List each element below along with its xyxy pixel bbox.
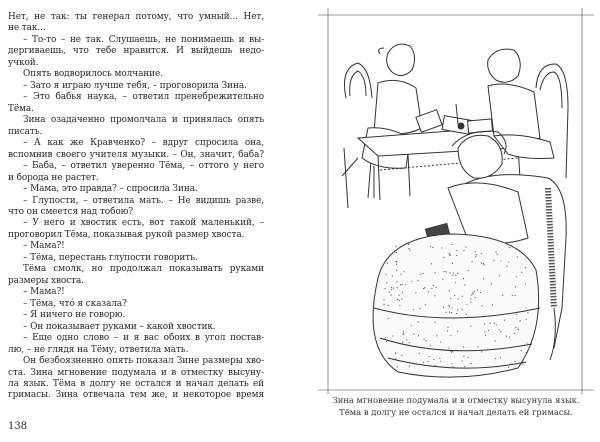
dress-dot bbox=[488, 330, 489, 331]
text-line: Тёма смолк, но продолжал показывать руками bbox=[23, 264, 264, 275]
dress-dot bbox=[397, 287, 398, 288]
dress-dot bbox=[419, 353, 420, 354]
dress-dot bbox=[521, 350, 522, 351]
dress-dot bbox=[391, 287, 392, 288]
dress-dot bbox=[454, 295, 455, 296]
dress-dot bbox=[496, 324, 497, 325]
dress-dot bbox=[463, 356, 464, 357]
dress-dot bbox=[424, 316, 425, 317]
dress-dot bbox=[447, 327, 448, 328]
dress-dot bbox=[387, 263, 388, 264]
dress-dot bbox=[474, 291, 475, 292]
dress-dot bbox=[506, 336, 507, 337]
page-number: 138 bbox=[8, 421, 28, 432]
dress-dot bbox=[402, 342, 403, 343]
text-line: Зина озадаченно промолчала и принялась опять bbox=[23, 115, 264, 126]
dress-dot bbox=[443, 257, 444, 258]
dress-dot bbox=[449, 306, 450, 307]
dress-dot bbox=[440, 341, 441, 342]
dress-dot bbox=[441, 247, 442, 248]
dress-dot bbox=[464, 284, 465, 285]
dress-dot bbox=[509, 247, 510, 248]
dress-dot bbox=[411, 281, 412, 282]
dress-dot bbox=[463, 250, 464, 251]
dress-dot bbox=[484, 324, 485, 325]
dress-dot bbox=[452, 263, 453, 264]
text-line: – Я ничего не говорю. bbox=[23, 310, 126, 321]
dress-dot bbox=[399, 305, 400, 306]
text-line: не так... bbox=[8, 23, 46, 34]
dress-dot bbox=[400, 274, 401, 275]
dress-dot bbox=[457, 273, 458, 274]
dress-dot bbox=[389, 292, 390, 293]
text-line: Нет, не так: ты генерал потому, что умный... Нет, bbox=[8, 12, 264, 22]
dress-dot bbox=[425, 304, 426, 305]
dress-dot bbox=[520, 320, 521, 321]
dress-dot bbox=[491, 283, 492, 284]
dress-dot bbox=[514, 333, 515, 334]
dress-dot bbox=[422, 273, 423, 274]
dress-dot bbox=[396, 264, 397, 265]
dress-dot bbox=[526, 342, 527, 343]
dress-dot bbox=[440, 361, 441, 362]
dress-dot bbox=[468, 357, 469, 358]
dress-dot bbox=[480, 292, 481, 293]
dress-dot bbox=[490, 323, 491, 324]
dress-dot bbox=[417, 346, 418, 347]
dress-dot bbox=[396, 252, 397, 253]
dress-dot bbox=[443, 307, 444, 308]
text-line: Он безбоязненно опять показал Зине размеры хво- bbox=[23, 356, 264, 367]
dress-dot bbox=[509, 337, 510, 338]
dress-dot bbox=[411, 325, 412, 326]
dress-dot bbox=[476, 254, 477, 255]
dress-dot bbox=[450, 255, 451, 256]
text-line: лю, – не глядя на Тёму, ответила мать. bbox=[8, 344, 189, 355]
dress-dot bbox=[434, 295, 435, 296]
girl-figure bbox=[342, 44, 422, 198]
dress-dot bbox=[449, 254, 450, 255]
text-line: – Баба, – ответил уверенно Тёма, – оттого у него bbox=[23, 161, 264, 172]
dress-dot bbox=[385, 274, 386, 275]
dress-dot bbox=[470, 363, 471, 364]
dress-dot bbox=[451, 244, 452, 245]
text-line: проговорил Тёма, показывая рукой размер хвоста. bbox=[8, 229, 245, 240]
dress-dot bbox=[455, 274, 456, 275]
dress-dot bbox=[423, 288, 424, 289]
text-line: гримасы. Зина отвечала тем же, и некоторое время bbox=[8, 390, 264, 401]
dress-dot bbox=[393, 288, 394, 289]
text-line: – У него и хвостик есть, вот такой маленький, – bbox=[23, 218, 264, 229]
dress-dot bbox=[396, 246, 397, 247]
dress-dot bbox=[409, 366, 410, 367]
dress-dot bbox=[495, 358, 496, 359]
illustration-caption bbox=[320, 395, 592, 418]
dress-dot bbox=[386, 282, 387, 283]
dress-dot bbox=[526, 352, 527, 353]
dress-dot bbox=[435, 365, 436, 366]
dress-dot bbox=[481, 253, 482, 254]
dress-dot bbox=[424, 287, 425, 288]
dress-dot bbox=[388, 318, 389, 319]
dress-dot bbox=[428, 361, 429, 362]
dress-dot bbox=[442, 279, 443, 280]
dress-dot bbox=[512, 295, 513, 296]
dress-dot bbox=[516, 276, 517, 277]
dress-dot bbox=[457, 309, 458, 310]
dress-dot bbox=[453, 273, 454, 274]
dress-dot bbox=[451, 312, 452, 313]
dress-dot bbox=[384, 288, 385, 289]
dress-dot bbox=[481, 263, 482, 264]
dress-dot bbox=[502, 294, 503, 295]
caption-line: Зина мгновение подумала и в отместку высунула язык. bbox=[332, 395, 580, 405]
dress-dot bbox=[525, 267, 526, 268]
dress-dot bbox=[425, 340, 426, 341]
dress-dot bbox=[399, 300, 400, 301]
dress-dot bbox=[423, 362, 424, 363]
dress-dot bbox=[453, 366, 454, 367]
dress-dot bbox=[484, 331, 485, 332]
text-line: Тёма. bbox=[8, 103, 34, 114]
dress-dot bbox=[432, 247, 433, 248]
dress-dot bbox=[383, 299, 384, 300]
text-line: – То-то – не так. Слушаешь, не понимаешь и вы- bbox=[23, 34, 264, 45]
dress-dot bbox=[402, 292, 403, 293]
dress-dot bbox=[477, 346, 478, 347]
dress-dot bbox=[400, 284, 401, 285]
text-line: Опять водворилось молчание. bbox=[23, 69, 163, 80]
dress-dot bbox=[415, 292, 416, 293]
dress-dot bbox=[508, 261, 509, 262]
dress-dot bbox=[408, 244, 409, 245]
dress-dot bbox=[409, 250, 410, 251]
dress-dot bbox=[495, 252, 496, 253]
dress-dot bbox=[470, 325, 471, 326]
dress-dot bbox=[417, 280, 418, 281]
dress-dot bbox=[515, 286, 516, 287]
dress-dot bbox=[468, 270, 469, 271]
dress-dot bbox=[504, 320, 505, 321]
dress-dot bbox=[448, 290, 449, 291]
dress-dot bbox=[457, 250, 458, 251]
dress-dot bbox=[431, 263, 432, 264]
dress-dot bbox=[500, 357, 501, 358]
dress-dot bbox=[510, 363, 511, 364]
dress-dot bbox=[403, 333, 404, 334]
dress-dot bbox=[472, 292, 473, 293]
dress-dot bbox=[401, 355, 402, 356]
dress-dot bbox=[448, 305, 449, 306]
dress-dot bbox=[408, 248, 409, 249]
dress-dot bbox=[403, 331, 404, 332]
dress-dot bbox=[443, 271, 444, 272]
dress-dot bbox=[461, 309, 462, 310]
dress-dot bbox=[423, 338, 424, 339]
dress-dot bbox=[527, 312, 528, 313]
dress-dot bbox=[413, 334, 414, 335]
dress-dot bbox=[466, 314, 467, 315]
dress-dot bbox=[457, 331, 458, 332]
dress-dot bbox=[383, 304, 384, 305]
dress-dot bbox=[517, 256, 518, 257]
text-line: писать. bbox=[8, 126, 43, 137]
dress-dot bbox=[499, 329, 500, 330]
dress-dot bbox=[456, 313, 457, 314]
dress-dot bbox=[481, 351, 482, 352]
dress-dot bbox=[474, 297, 475, 298]
text-line: учкой. bbox=[8, 57, 39, 68]
dress-dot bbox=[516, 314, 517, 315]
dress-dot bbox=[470, 302, 471, 303]
dress-dot bbox=[463, 278, 464, 279]
dress-dot bbox=[439, 358, 440, 359]
dress-dot bbox=[525, 284, 526, 285]
dress-dot bbox=[417, 321, 418, 322]
dress-dot bbox=[515, 361, 516, 362]
dress-dot bbox=[475, 256, 476, 257]
dress-dot bbox=[517, 329, 518, 330]
dress-dot bbox=[508, 367, 509, 368]
dress-dot bbox=[494, 323, 495, 324]
dress-dot bbox=[406, 339, 407, 340]
dress-dot bbox=[418, 335, 419, 336]
dress-dot bbox=[433, 285, 434, 286]
dress-dot bbox=[462, 360, 463, 361]
dress-dot bbox=[483, 278, 484, 279]
dress-dot bbox=[428, 291, 429, 292]
dress-dot bbox=[485, 335, 486, 336]
dress-dot bbox=[451, 363, 452, 364]
dress-dot bbox=[518, 327, 519, 328]
dress-dot bbox=[470, 298, 471, 299]
dress-dot bbox=[431, 288, 432, 289]
dress-dot bbox=[500, 260, 501, 261]
dress-dot bbox=[525, 307, 526, 308]
dress-dot bbox=[434, 272, 435, 273]
text-line: – Тёма, чтó я сказала? bbox=[23, 298, 127, 309]
dress-dot bbox=[436, 335, 437, 336]
dress-dot bbox=[391, 289, 392, 290]
dress-dot bbox=[385, 337, 386, 338]
dress-dot bbox=[395, 353, 396, 354]
dress-dot bbox=[451, 307, 452, 308]
dress-dot bbox=[492, 304, 493, 305]
dress-dot bbox=[466, 304, 467, 305]
text-line: – Еще одно слово – и я вас обоих в угол постав- bbox=[23, 333, 264, 344]
dress-dot bbox=[401, 284, 402, 285]
dress-dot bbox=[522, 364, 523, 365]
dress-dot bbox=[450, 298, 451, 299]
text-line: – Это бабья наука, – ответил пренебрежительно bbox=[23, 92, 264, 103]
dress-dot bbox=[481, 305, 482, 306]
dress-dot bbox=[405, 284, 406, 285]
dress-dot bbox=[464, 366, 465, 367]
dress-dot bbox=[419, 308, 420, 309]
dress-dot bbox=[477, 289, 478, 290]
dress-dot bbox=[392, 335, 393, 336]
text-line: вспомнив своего учителя музыки. – Он, значит, баба? bbox=[8, 149, 264, 160]
dress-dot bbox=[398, 295, 399, 296]
dress-dot bbox=[483, 263, 484, 264]
dress-dot bbox=[448, 347, 449, 348]
dress-dot bbox=[430, 345, 431, 346]
dress-dot bbox=[433, 359, 434, 360]
dress-dot bbox=[449, 253, 450, 254]
caption-line: Тёма в долгу не остался и начал делать ей гримасы. bbox=[339, 406, 573, 417]
dress-dot bbox=[450, 351, 451, 352]
text-line: – Глупости, – ответила мать. – Не видишь разве, bbox=[23, 195, 264, 206]
dress-dot bbox=[499, 275, 500, 276]
dress-dot bbox=[388, 305, 389, 306]
dress-dot bbox=[458, 298, 459, 299]
text-line: дергиваешь, что тебе нравится. И выйдешь недо- bbox=[8, 46, 264, 57]
dress-dot bbox=[500, 331, 501, 332]
dress-dot bbox=[474, 251, 475, 252]
text-line: – Тёма, перестань глупости говорить. bbox=[23, 252, 198, 263]
left-page-text bbox=[8, 12, 264, 402]
dress-dot bbox=[526, 319, 527, 320]
dress-dot bbox=[456, 255, 457, 256]
text-line: – Зато я играю лучше тебя, – проговорила Зина. bbox=[23, 80, 247, 91]
text-line: ла язык. Тёма в долгу не остался и начал делать ей bbox=[8, 379, 264, 389]
text-line: – А как же Кравченко? – вдруг спросила она, bbox=[23, 138, 264, 149]
dress-dot bbox=[515, 295, 516, 296]
dress-dot bbox=[449, 272, 450, 273]
dress-dot bbox=[445, 271, 446, 272]
dress-dot bbox=[506, 266, 507, 267]
dress-dot bbox=[429, 356, 430, 357]
dress-dot bbox=[497, 254, 498, 255]
dress-dot bbox=[409, 342, 410, 343]
dress-dot bbox=[449, 312, 450, 313]
dress-dot bbox=[390, 295, 391, 296]
dress-dot bbox=[462, 296, 463, 297]
dress-dot bbox=[465, 246, 466, 247]
dress-dot bbox=[452, 351, 453, 352]
dress-dot bbox=[397, 299, 398, 300]
dress-dot bbox=[430, 246, 431, 247]
dress-dot bbox=[401, 298, 402, 299]
text-line: размеры хвоста. bbox=[8, 275, 84, 286]
dress-dot bbox=[386, 341, 387, 342]
dress-dot bbox=[450, 335, 451, 336]
dress-dot bbox=[395, 358, 396, 359]
dress-dot bbox=[397, 366, 398, 367]
dress-dot bbox=[434, 322, 435, 323]
illustration bbox=[318, 8, 594, 394]
text-line: – Мама?! bbox=[23, 241, 65, 252]
dress-dot bbox=[445, 312, 446, 313]
dress-dot bbox=[471, 294, 472, 295]
dress-dot bbox=[396, 281, 397, 282]
dress-dot bbox=[515, 327, 516, 328]
dress-dot bbox=[463, 346, 464, 347]
right-chair bbox=[536, 64, 568, 178]
text-line: – Мама?! bbox=[23, 287, 65, 298]
dress-dot bbox=[452, 275, 453, 276]
dress-dot bbox=[494, 340, 495, 341]
text-line: – Мама, это правда? – спросила Зина. bbox=[23, 184, 198, 195]
dress-dot bbox=[472, 261, 473, 262]
text-line: ста. Зина мгновение подумала и в отместку высуну- bbox=[8, 367, 264, 378]
dress-dot bbox=[455, 282, 456, 283]
dress-dot bbox=[413, 309, 414, 310]
dress-dot bbox=[420, 274, 421, 275]
dress-dot bbox=[493, 260, 494, 261]
dress-dot bbox=[468, 317, 469, 318]
dress-dot bbox=[521, 272, 522, 273]
dress-dot bbox=[395, 261, 396, 262]
text-line: и борода не растет. bbox=[8, 172, 99, 183]
dress-dot bbox=[396, 270, 397, 271]
dress-dot bbox=[404, 271, 405, 272]
dress-dot bbox=[484, 264, 485, 265]
text-line: – Он показывает руками – какой хвостик. bbox=[23, 321, 216, 332]
dress-dot bbox=[447, 330, 448, 331]
dress-dot bbox=[392, 275, 393, 276]
dress-dot bbox=[435, 287, 436, 288]
text-line: что он смеется над тобою? bbox=[8, 206, 134, 217]
